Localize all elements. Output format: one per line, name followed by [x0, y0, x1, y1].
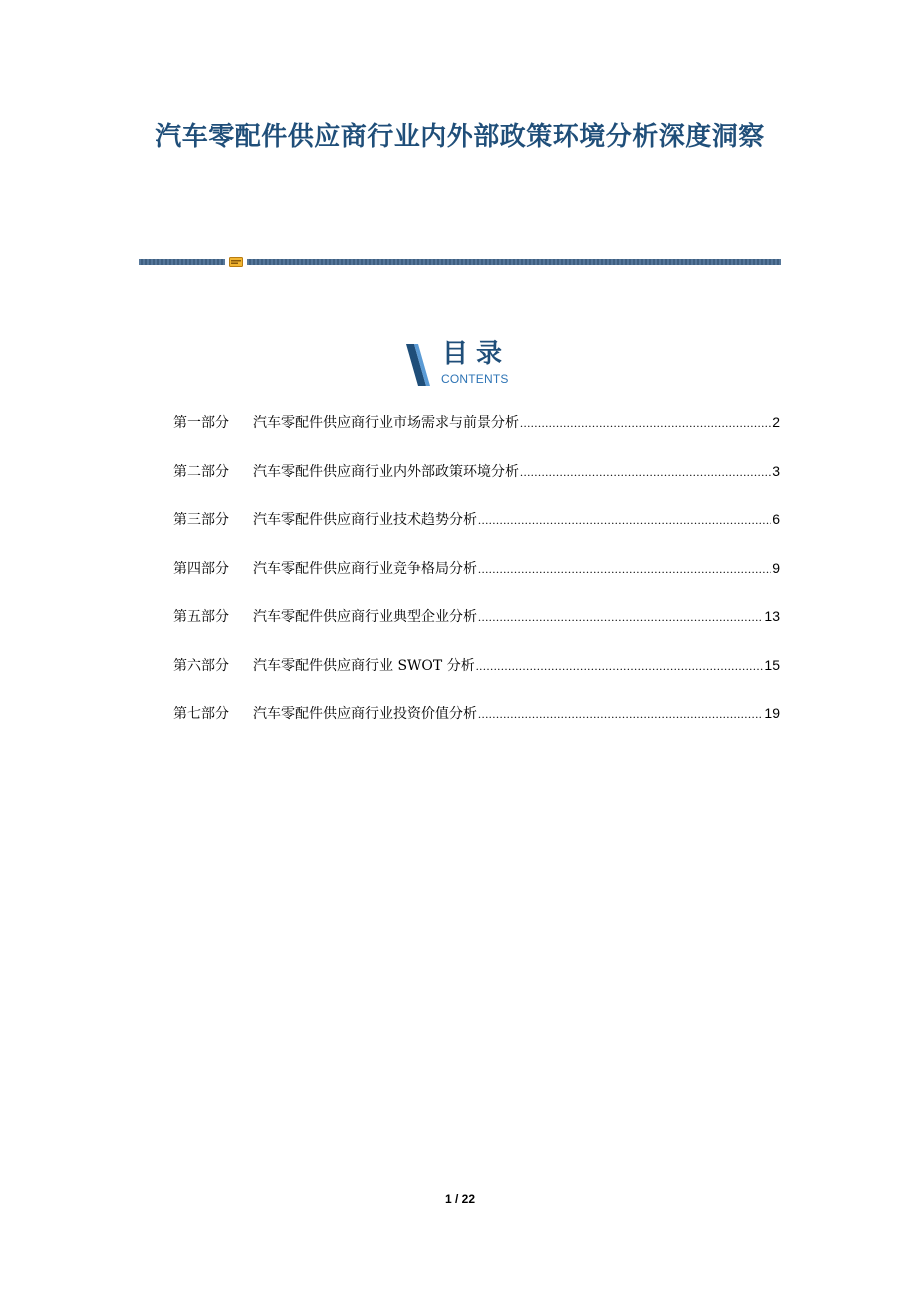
toc-part-label: 第七部分 — [173, 706, 229, 722]
title-divider — [139, 256, 781, 268]
toc-part-label: 第三部分 — [173, 512, 229, 528]
contents-slash-icon — [404, 342, 434, 388]
toc-entry[interactable] — [173, 558, 780, 607]
toc-page-number[interactable]: 19 — [764, 705, 780, 721]
toc-page-number[interactable]: 9 — [772, 559, 780, 576]
table-of-contents — [173, 412, 780, 752]
toc-entry-title[interactable]: 汽车零配件供应商行业市场需求与前景分析 — [253, 415, 519, 431]
toc-dot-leader — [520, 465, 771, 480]
toc-entry[interactable] — [173, 703, 780, 752]
toc-entry-title[interactable]: 汽车零配件供应商行业竞争格局分析 — [253, 560, 477, 577]
toc-entry-title[interactable]: 汽车零配件供应商行业典型企业分析 — [253, 609, 477, 625]
toc-part-label: 第四部分 — [173, 560, 229, 577]
toc-page-number[interactable]: 2 — [772, 414, 780, 430]
contents-heading: 目录 — [442, 339, 511, 369]
contents-header — [404, 339, 544, 388]
divider-bar-right — [247, 259, 781, 265]
toc-page-number[interactable]: 15 — [764, 656, 780, 673]
document-title: 汽车零配件供应商行业内外部政策环境分析深度洞察 — [155, 122, 765, 152]
toc-dot-leader — [520, 416, 771, 431]
toc-part-label: 第二部分 — [173, 463, 229, 480]
page-indicator: 1 / 22 — [444, 1192, 476, 1206]
toc-page-number[interactable]: 13 — [764, 608, 780, 624]
toc-dot-leader — [478, 610, 763, 625]
divider-bar-left — [139, 259, 225, 265]
toc-entry-title[interactable]: 汽车零配件供应商行业投资价值分析 — [253, 706, 477, 722]
envelope-icon — [229, 256, 243, 268]
toc-entry[interactable] — [173, 461, 780, 510]
toc-page-number[interactable]: 3 — [772, 462, 780, 479]
toc-entry-title[interactable]: 汽车零配件供应商行业 SWOT 分析 — [253, 657, 475, 674]
toc-dot-leader — [478, 707, 763, 722]
toc-part-label: 第六部分 — [173, 657, 229, 674]
toc-entry-title[interactable]: 汽车零配件供应商行业内外部政策环境分析 — [253, 463, 519, 480]
toc-entry[interactable] — [173, 412, 780, 461]
toc-entry[interactable] — [173, 655, 780, 704]
toc-part-label: 第五部分 — [173, 609, 229, 625]
toc-entry[interactable] — [173, 509, 780, 558]
toc-part-label: 第一部分 — [173, 415, 229, 431]
toc-dot-leader — [478, 513, 771, 528]
toc-dot-leader — [478, 562, 771, 577]
contents-subheading: CONTENTS — [441, 372, 509, 386]
toc-entry-title[interactable]: 汽车零配件供应商行业技术趋势分析 — [253, 512, 477, 528]
toc-dot-leader — [476, 659, 764, 674]
toc-page-number[interactable]: 6 — [772, 511, 780, 527]
toc-entry[interactable] — [173, 606, 780, 655]
